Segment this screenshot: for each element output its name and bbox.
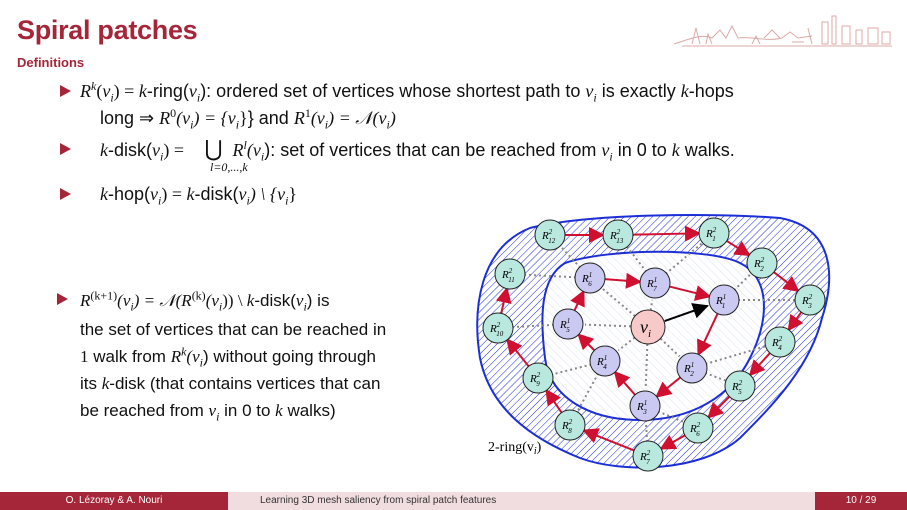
bullet-4-line3: 1 walk from $R^k(v_i)$ without going through	[80, 344, 376, 370]
bullet-khop-definition: $k-hop(v_i)$ = $k-disk(v_i)$ \ $\{v_i\}$	[100, 184, 298, 208]
ring2-node	[483, 313, 513, 343]
footer-page-number: 10 / 29	[815, 492, 907, 510]
node-label: $R^1$ 2	[684, 361, 695, 378]
node-label: $R^1$ 4	[597, 354, 608, 371]
bullet-marker	[60, 188, 71, 200]
spiral-ring-diagram	[470, 208, 840, 478]
node-label: $R^2$ 9	[530, 371, 541, 388]
node-label: $R^2$ 4	[772, 335, 783, 352]
ring1-node	[575, 263, 605, 293]
ring2-node	[795, 285, 825, 315]
bullet-next-ring-definition: $R^{(k+1)}(v_i)$ = $𝒩(R^{(k)}(v_i))$ \ $k-disk(v_i)$ is	[80, 288, 330, 314]
center-label: $v_i$	[640, 317, 652, 340]
ring1-node	[677, 353, 707, 383]
ring-caption: $2-ring(v_i)$	[488, 440, 542, 457]
node-label: $R^1$ 5	[560, 317, 571, 334]
slide-title: Spiral patches	[17, 15, 198, 45]
bullet-4-line2: the set of vertices that can be reached in	[80, 320, 387, 339]
node-label: $R^1$ 3	[637, 399, 648, 416]
node-label: $R^2$ 5	[732, 379, 743, 396]
ring1-node	[640, 268, 670, 298]
ring2-node	[765, 327, 795, 357]
ring2-node	[747, 248, 777, 278]
slide-subtitle: Definitions	[17, 55, 85, 70]
ring2-node	[633, 441, 663, 471]
bullet-marker	[57, 293, 68, 305]
node-label: $R^2$ 6	[690, 421, 701, 438]
node-label: $R^2$ 12	[542, 228, 556, 245]
bullet-marker	[60, 85, 71, 97]
bullet-kring-definition: $R^k(v_i)$ = $k-ring(v_i)$: ordered set of vertices whose shortest path to $v_i$ is exactly k-hops	[80, 79, 734, 105]
node-label: $R^1$ 1	[716, 293, 726, 310]
ring1-node	[630, 391, 660, 421]
ring2-node	[725, 371, 755, 401]
footer-authors: O. Lézoray & A. Nouri	[0, 492, 228, 510]
ring2-node	[535, 220, 565, 250]
bullet-marker	[60, 143, 71, 155]
center-vertex	[631, 310, 665, 344]
ring2-node	[603, 220, 633, 250]
bullet-4-line4: its k-disk (that contains vertices that can	[80, 374, 381, 393]
ring2-node	[495, 259, 525, 289]
spiral-arrow	[633, 233, 699, 234]
ring1-node	[590, 346, 620, 376]
footer-title-bar	[228, 492, 815, 510]
bullet-4-line5: be reached from $v_i$ in 0 to k walks)	[80, 401, 336, 424]
ring1-node	[709, 285, 739, 315]
ring2-node	[699, 218, 729, 248]
bullet-kdisk-definition: $k-disk(v_i)$ = ⋃ $R^l(v_i)$: set of vertices that can be reached from $v_i$ in 0 to k walks.	[100, 136, 735, 164]
node-label: $R^1$ 7	[647, 276, 658, 293]
footer-talk-title: Learning 3D mesh saliency from spiral patch features	[260, 495, 497, 506]
node-label: $R^2$ 1	[706, 226, 717, 243]
node-label: $R^2$ 8	[562, 418, 573, 435]
slide-footer	[0, 492, 907, 510]
ring2-node	[683, 413, 713, 443]
ring1-node	[553, 309, 583, 339]
node-label: $R^2$ 7	[640, 449, 651, 466]
node-label: $R^2$ 13	[610, 228, 624, 245]
ring2-node	[523, 363, 553, 393]
node-label: $R^2$ 2	[754, 256, 765, 273]
bullet-kring-definition-line2: long ⇒ $R^0(v_i) = \{v_i\}$} and $R^1(v_i)$ = $𝒩(v_i)$	[100, 106, 396, 132]
union-symbol: ⋃	[204, 136, 223, 161]
node-label: $R^1$ 6	[582, 271, 593, 288]
node-label: $R^2$ 11	[502, 267, 515, 284]
ring2-node	[555, 410, 585, 440]
node-label: $R^2$ 3	[802, 293, 813, 310]
city-skyline-logo	[672, 8, 900, 52]
node-label: $R^2$ 10	[490, 321, 504, 338]
union-subscript: l=0,...,k	[210, 160, 248, 174]
